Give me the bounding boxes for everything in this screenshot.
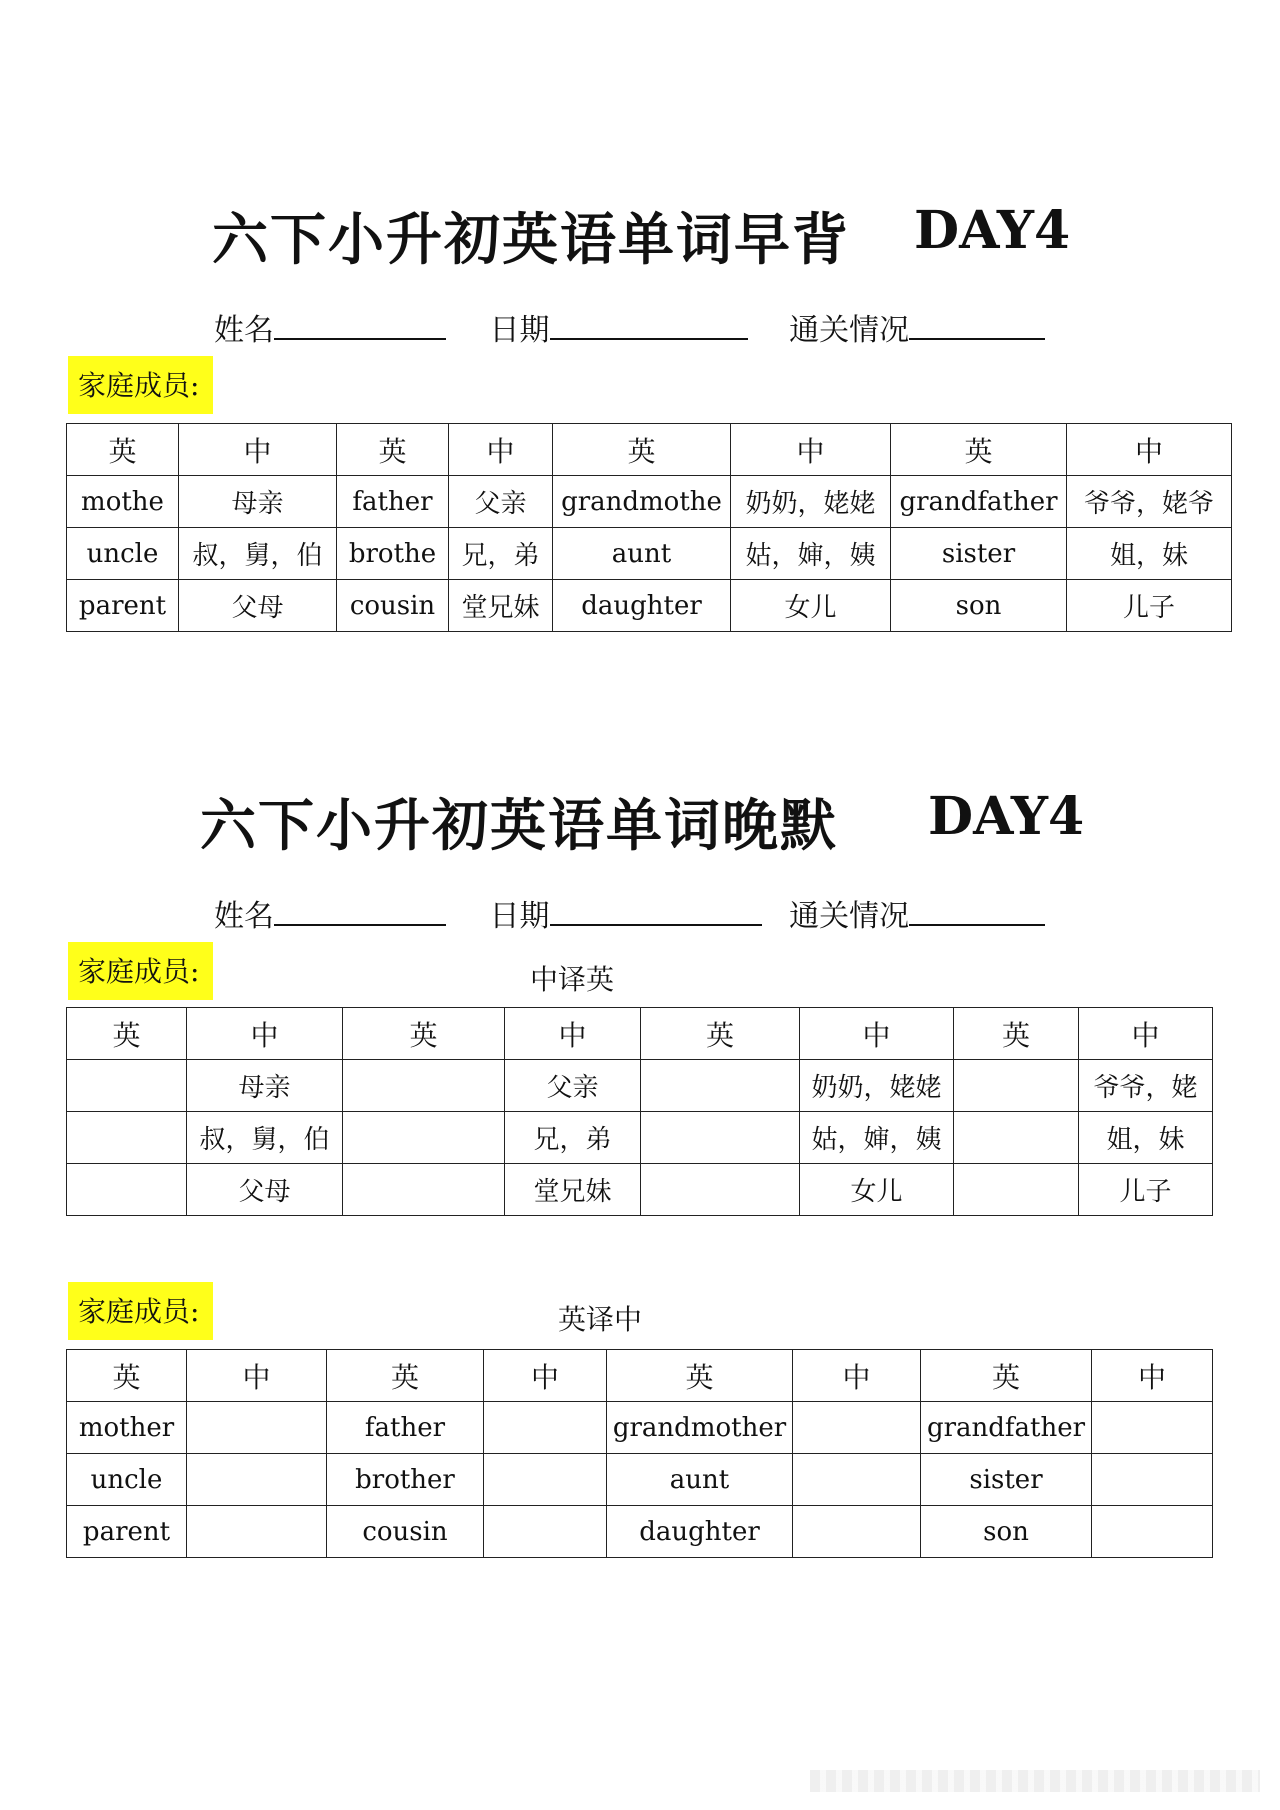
evening-info-line <box>214 891 1045 935</box>
header-cell: 中 <box>793 1350 921 1402</box>
en-to-cn-subtitle: 英译中 <box>558 1303 643 1336</box>
pass-label: 通关情况 <box>789 313 910 348</box>
morning-category-label: 家庭成员: <box>68 356 213 414</box>
table-cell: 堂兄妹 <box>505 1164 641 1216</box>
header-cell: 英 <box>67 1350 187 1402</box>
pass-label: 通关情况 <box>789 899 910 934</box>
faded-footer-strip <box>810 1770 1260 1792</box>
answer-cell[interactable] <box>484 1402 607 1454</box>
answer-cell[interactable] <box>641 1060 800 1112</box>
table-cell: daughter <box>607 1506 793 1558</box>
table-cell: 兄，弟 <box>449 528 553 580</box>
table-cell: cousin <box>327 1506 484 1558</box>
header-cell: 英 <box>921 1350 1092 1402</box>
cn-to-en-subtitle: 中译英 <box>530 963 615 996</box>
table-cell: 姐，妹 <box>1079 1112 1213 1164</box>
table-row <box>67 1402 1213 1454</box>
table-cell: mother <box>67 1402 187 1454</box>
table-cell: grandfather <box>921 1402 1092 1454</box>
answer-cell[interactable] <box>67 1112 187 1164</box>
answer-cell[interactable] <box>1092 1506 1213 1558</box>
table-cell: 父亲 <box>449 476 553 528</box>
table-cell: 堂兄妹 <box>449 580 553 632</box>
answer-cell[interactable] <box>67 1164 187 1216</box>
table-cell: son <box>921 1506 1092 1558</box>
header-cell: 英 <box>327 1350 484 1402</box>
table-cell: 父亲 <box>505 1060 641 1112</box>
cn-to-en-header-row <box>67 1008 1213 1060</box>
header-cell: 英 <box>343 1008 505 1060</box>
table-cell: 母亲 <box>179 476 337 528</box>
table-row <box>67 1454 1213 1506</box>
header-cell: 英 <box>553 424 731 476</box>
table-cell: uncle <box>67 528 179 580</box>
answer-cell[interactable] <box>343 1164 505 1216</box>
table-cell: 叔，舅，伯 <box>187 1112 343 1164</box>
table-cell: parent <box>67 580 179 632</box>
morning-day-label: DAY4 <box>914 200 1071 261</box>
morning-header-row <box>67 424 1232 476</box>
table-cell: brothe <box>337 528 449 580</box>
answer-cell[interactable] <box>641 1164 800 1216</box>
answer-cell[interactable] <box>67 1060 187 1112</box>
table-cell: son <box>891 580 1067 632</box>
table-cell: uncle <box>67 1454 187 1506</box>
header-cell: 英 <box>607 1350 793 1402</box>
table-cell: grandmother <box>607 1402 793 1454</box>
table-cell: 爷爷，姥 <box>1079 1060 1213 1112</box>
table-cell: 姑，婶，姨 <box>800 1112 954 1164</box>
table-row <box>67 476 1232 528</box>
date-field[interactable] <box>550 894 762 926</box>
answer-cell[interactable] <box>484 1506 607 1558</box>
date-label: 日期 <box>489 313 550 348</box>
table-cell: 奶奶，姥姥 <box>800 1060 954 1112</box>
table-cell: 姐，妹 <box>1067 528 1232 580</box>
answer-cell[interactable] <box>187 1506 327 1558</box>
header-cell: 英 <box>67 424 179 476</box>
morning-vocab-table <box>66 423 1232 632</box>
table-row <box>67 1112 1213 1164</box>
table-cell: sister <box>891 528 1067 580</box>
table-cell: 女儿 <box>731 580 891 632</box>
header-cell: 中 <box>449 424 553 476</box>
table-cell: 母亲 <box>187 1060 343 1112</box>
table-cell: 奶奶，姥姥 <box>731 476 891 528</box>
cn-to-en-category-label: 家庭成员: <box>68 942 213 1000</box>
header-cell: 中 <box>505 1008 641 1060</box>
answer-cell[interactable] <box>954 1060 1079 1112</box>
header-cell: 中 <box>1092 1350 1213 1402</box>
pass-field[interactable] <box>909 894 1045 926</box>
table-row <box>67 1164 1213 1216</box>
header-cell: 中 <box>484 1350 607 1402</box>
answer-cell[interactable] <box>954 1164 1079 1216</box>
table-cell: 爷爷，姥爷 <box>1067 476 1232 528</box>
header-cell: 英 <box>67 1008 187 1060</box>
name-label: 姓名 <box>214 899 274 934</box>
table-cell: 父母 <box>187 1164 343 1216</box>
name-field[interactable] <box>274 894 446 926</box>
table-row <box>67 528 1232 580</box>
table-row <box>67 1060 1213 1112</box>
table-cell: 父母 <box>179 580 337 632</box>
answer-cell[interactable] <box>793 1402 921 1454</box>
answer-cell[interactable] <box>343 1060 505 1112</box>
answer-cell[interactable] <box>1092 1402 1213 1454</box>
header-cell: 中 <box>179 424 337 476</box>
en-to-cn-category-label: 家庭成员: <box>68 1282 213 1340</box>
table-row <box>67 580 1232 632</box>
cn-to-en-table <box>66 1007 1213 1216</box>
answer-cell[interactable] <box>641 1112 800 1164</box>
header-cell: 英 <box>641 1008 800 1060</box>
table-cell: father <box>337 476 449 528</box>
answer-cell[interactable] <box>187 1454 327 1506</box>
header-cell: 英 <box>954 1008 1079 1060</box>
table-cell: 姑，婶，姨 <box>731 528 891 580</box>
date-label: 日期 <box>489 899 550 934</box>
table-cell: daughter <box>553 580 731 632</box>
header-cell: 中 <box>187 1008 343 1060</box>
en-to-cn-table <box>66 1349 1213 1558</box>
header-cell: 英 <box>337 424 449 476</box>
table-cell: 儿子 <box>1079 1164 1213 1216</box>
name-field[interactable] <box>274 308 446 340</box>
table-cell: aunt <box>607 1454 793 1506</box>
table-cell: brother <box>327 1454 484 1506</box>
answer-cell[interactable] <box>793 1506 921 1558</box>
table-cell: 叔，舅，伯 <box>179 528 337 580</box>
header-cell: 中 <box>187 1350 327 1402</box>
table-row <box>67 1506 1213 1558</box>
header-cell: 中 <box>1067 424 1232 476</box>
table-cell: 女儿 <box>800 1164 954 1216</box>
table-cell: cousin <box>337 580 449 632</box>
table-cell: 儿子 <box>1067 580 1232 632</box>
table-cell: mothe <box>67 476 179 528</box>
answer-cell[interactable] <box>1092 1454 1213 1506</box>
morning-title-text: 六下小升初英语单词早背 <box>212 207 850 273</box>
table-cell: father <box>327 1402 484 1454</box>
table-cell: parent <box>67 1506 187 1558</box>
answer-cell[interactable] <box>793 1454 921 1506</box>
pass-field[interactable] <box>909 308 1045 340</box>
header-cell: 英 <box>891 424 1067 476</box>
header-cell: 中 <box>731 424 891 476</box>
evening-day-label: DAY4 <box>928 786 1085 847</box>
en-to-cn-header-row <box>67 1350 1213 1402</box>
table-cell: grandmothe <box>553 476 731 528</box>
answer-cell[interactable] <box>187 1402 327 1454</box>
answer-cell[interactable] <box>484 1454 607 1506</box>
date-field[interactable] <box>550 308 748 340</box>
header-cell: 中 <box>1079 1008 1213 1060</box>
table-cell: 兄，弟 <box>505 1112 641 1164</box>
table-cell: sister <box>921 1454 1092 1506</box>
table-cell: aunt <box>553 528 731 580</box>
answer-cell[interactable] <box>954 1112 1079 1164</box>
evening-title-text: 六下小升初英语单词晚默 <box>200 793 838 859</box>
name-label: 姓名 <box>214 313 274 348</box>
table-cell: grandfather <box>891 476 1067 528</box>
morning-info-line <box>214 305 1045 349</box>
answer-cell[interactable] <box>343 1112 505 1164</box>
header-cell: 中 <box>800 1008 954 1060</box>
